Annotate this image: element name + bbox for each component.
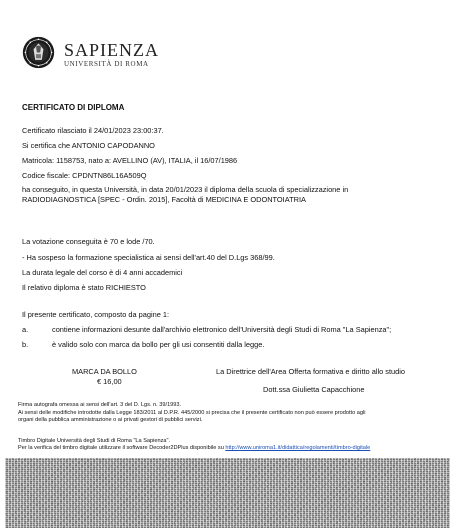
fiscal-code: Codice fiscale: CPDNTN86L16A509Q xyxy=(22,171,147,180)
stamp-value: € 16,00 xyxy=(97,377,122,386)
director-title: La Direttrice dell'Area Offerta formativa e diritto allo studio xyxy=(216,367,405,376)
digital-stamp-barcode xyxy=(5,458,450,528)
certified-name: Si certifica che ANTONIO CAPODANNO xyxy=(22,141,155,150)
diploma-status: Il relativo diploma è stato RICHIESTO xyxy=(22,283,146,292)
university-subtitle: UNIVERSITÀ DI ROMA xyxy=(64,60,149,68)
law-note-line-1: Ai sensi delle modifiche introdotte dalla Legge 183/2011 al D.P.R. 445/2000 si precisa che il presente certificato non può essere prodotto agli xyxy=(18,410,366,416)
course-duration: La durata legale del corso è di 4 anni accademici xyxy=(22,268,183,277)
verify-text: Per la verifica del timbro digitale utilizzare il software Decoder2DPlus disponibile su xyxy=(18,445,224,451)
issued-date: Certificato rilasciato il 24/01/2023 23:00:37. xyxy=(22,126,164,135)
list-item-a: contiene informazioni desunte dall'archivio elettronico dell'Università degli Studi di Roma "La Sapienza"; xyxy=(52,325,392,334)
digital-stamp-note: Timbro Digitale Università degli Studi di Roma "La Sapienza". xyxy=(18,438,171,444)
verify-link[interactable]: http://www.uniroma1.it/didattica/regolamenti/timbro-digitale xyxy=(225,445,371,451)
list-marker-a: a. xyxy=(22,325,29,334)
training-note: - Ha sospeso la formazione specialistica ai sensi dell'art.40 del D.Lgs 368/99. xyxy=(22,253,275,262)
verify-note xyxy=(18,445,370,452)
list-marker-b: b. xyxy=(22,340,29,349)
pages-note: Il presente certificato, composto da pagine 1: xyxy=(22,310,170,319)
university-seal-icon xyxy=(22,36,55,69)
university-name: SAPIENZA xyxy=(64,40,160,60)
law-note-line-2: organi della pubblica amministrazione o ai privati gestori di pubblici servizi. xyxy=(18,417,203,423)
degree-line-1: ha conseguito, in questa Università, in data 20/01/2023 il diploma della scuola di specializzazione in xyxy=(22,185,349,194)
stamp-label: MARCA DA BOLLO xyxy=(72,367,137,376)
director-name: Dott.ssa Giulietta Capacchione xyxy=(263,385,365,394)
birth-info: Matricola: 1158753, nato a: AVELLINO (AV), ITALIA, il 16/07/1986 xyxy=(22,156,238,165)
degree-line-2: RADIODIAGNOSTICA [SPEC - Ordin. 2015], Facoltà di MEDICINA E ODONTOIATRIA xyxy=(22,195,306,204)
grade: La votazione conseguita è 70 e lode /70. xyxy=(22,237,155,246)
list-item-b: è valido solo con marca da bollo per gli usi consentiti dalla legge. xyxy=(52,340,265,349)
signature-note: Firma autografa omessa ai sensi dell'art. 3 del D. Lgs. n. 39/1993. xyxy=(18,402,182,408)
document-title: CERTIFICATO DI DIPLOMA xyxy=(22,103,125,112)
